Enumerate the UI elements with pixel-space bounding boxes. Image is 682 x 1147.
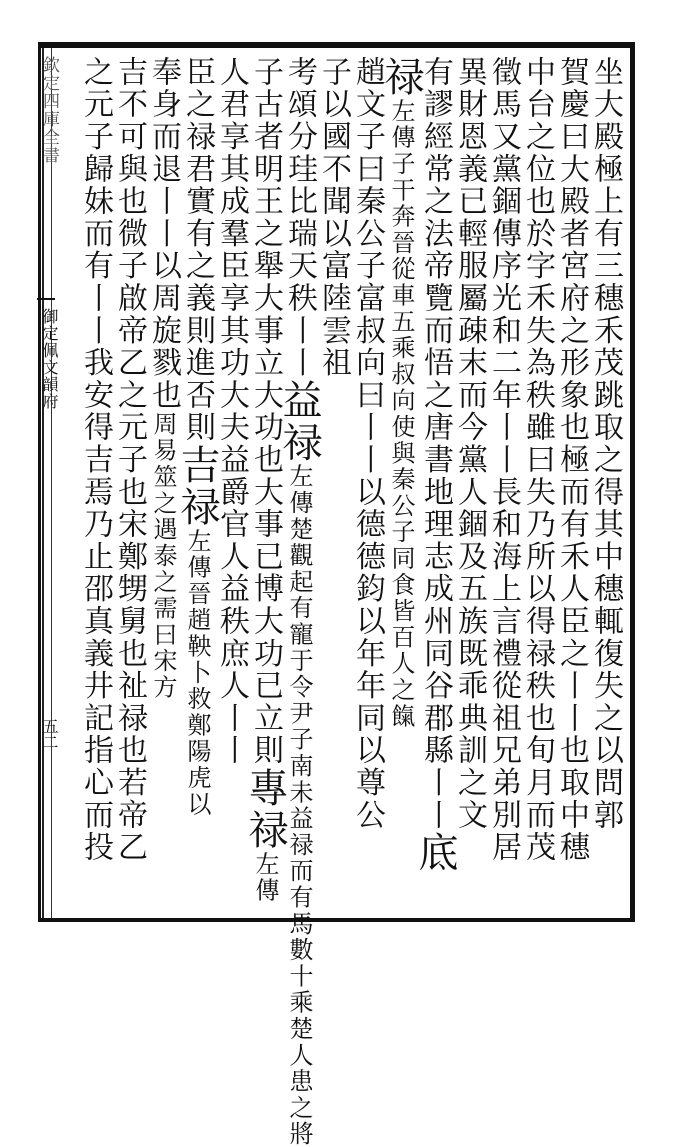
text-column-15	[112, 56, 146, 914]
entry-heading: 禄	[378, 56, 424, 99]
column-text: 之元子歸妹而有丨丨我安得吉焉乃止邵真義井記指心而投	[78, 56, 113, 864]
column-text: 異財恩義已輕服屬疎末而今黨人錮及五族既乖典訓之文	[452, 56, 487, 832]
entry-heading: 專禄	[242, 766, 288, 852]
entry-heading: 益禄	[276, 379, 322, 464]
annotation-text: 左傳晉趙鞅卜救鄭陽虎以	[183, 528, 211, 818]
annotation-text: 左傳	[251, 851, 279, 904]
column-text: 奉身而退丨丨以周旋戮也	[146, 56, 181, 412]
text-column-13	[174, 56, 220, 914]
text-column-11	[242, 56, 288, 914]
column-text: 考頌分珪比瑞天秩丨丨	[282, 56, 317, 379]
column-text: 子以國不聞以富陸雲祖	[316, 56, 351, 379]
margin-book-title: 御定佩文韻府	[40, 308, 59, 410]
text-column-9	[316, 56, 350, 914]
annotation-text: 左傳子干奔晉從車五乘叔向使與秦公子同食皆百人之餼	[387, 98, 415, 730]
entry-heading: 底	[412, 831, 458, 874]
column-text: 徵馬又黨錮傳序光和二年丨丨長和海上言禮從祖兄弟別居	[486, 56, 521, 864]
column-text: 吉不可與也微子啟帝乙之元子也宋鄭甥舅也祉禄也若帝乙	[112, 56, 147, 864]
column-text: 臣之禄君實有之義則進否則	[180, 56, 215, 444]
text-column-2	[554, 56, 588, 914]
text-column-8	[350, 56, 384, 914]
column-text: 賀慶曰大殿者宮府之形象也極而有禾人臣之丨丨也取中穗	[554, 56, 589, 864]
column-text: 中台之位也於字禾失為秩雖曰失乃所以得禄秩也旬月而茂	[520, 56, 555, 864]
text-column-1	[588, 56, 622, 914]
frame-bottom-border	[38, 918, 634, 922]
text-column-4	[486, 56, 520, 914]
margin-collection-title: 欽定四庫全書	[39, 56, 59, 164]
text-column-6	[412, 56, 458, 914]
column-text: 坐大殿極上有三穗禾茂跳取之得其中穗輒復失之以問郭	[588, 56, 623, 832]
entry-heading: 吉禄	[174, 443, 220, 529]
column-text: 有謬經常之法帝覽而悟之唐書地理志成州同谷郡縣丨丨	[418, 56, 453, 832]
frame-top-border	[38, 42, 634, 48]
column-text: 人君享其成羣臣享其功大夫益爵官人益秩庶人丨丨	[214, 56, 249, 767]
text-column-5	[452, 56, 486, 914]
annotation-text: 左傳楚觀起有寵于令尹子南未益禄而有馬數十乘楚人患之將	[285, 463, 313, 1147]
column-text: 趙文子曰秦公子富叔向曰丨丨以德德鈞以年年同以尊公	[350, 56, 385, 832]
text-column-3	[520, 56, 554, 914]
column-text: 子古者明王之舉大事立大功也大事已博大功已立則	[248, 56, 283, 767]
fishtail-mark	[37, 298, 55, 300]
text-column-14	[146, 56, 180, 914]
annotation-text: 周易筮之遇泰之需曰宋方	[149, 411, 177, 701]
frame-right-border	[630, 42, 635, 922]
text-column-16	[78, 56, 112, 914]
text-column-7	[378, 56, 424, 914]
folio-number: 五二	[40, 718, 59, 750]
